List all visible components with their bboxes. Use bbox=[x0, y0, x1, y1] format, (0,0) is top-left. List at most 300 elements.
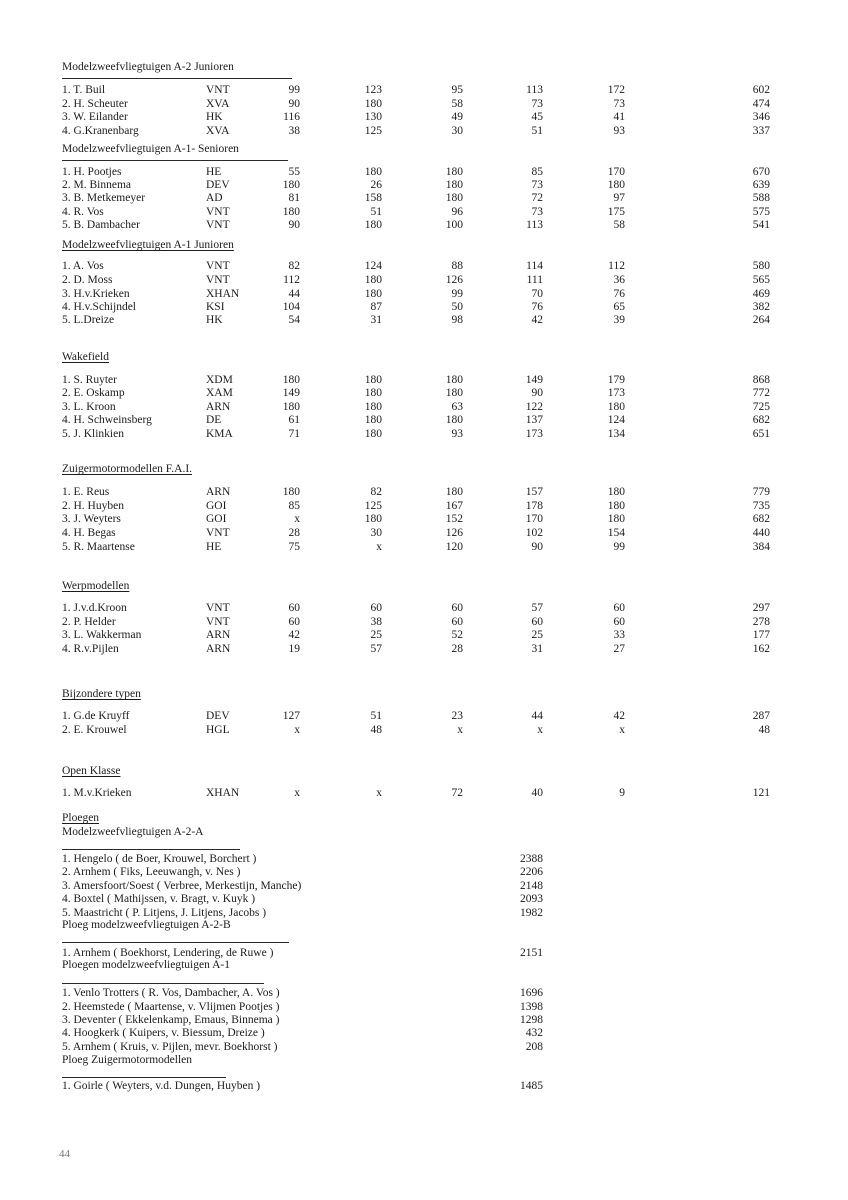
flight-5: 41 bbox=[613, 111, 625, 123]
flight-3: 99 bbox=[451, 288, 463, 300]
team-score: 1398 bbox=[520, 1001, 543, 1013]
club-code: XHAN bbox=[206, 288, 240, 300]
section-heading: Modelzweefvliegtuigen A-2 Junioren bbox=[62, 61, 234, 73]
flight-1: 180 bbox=[282, 486, 300, 498]
competitor-name: 1. H. Pootjes bbox=[62, 166, 122, 178]
flight-2: 26 bbox=[370, 179, 382, 191]
flight-4: x bbox=[537, 724, 543, 736]
flight-5: 180 bbox=[607, 179, 625, 191]
flight-1: 127 bbox=[282, 710, 300, 722]
flight-3: 49 bbox=[451, 111, 463, 123]
team-name: 3. Deventer ( Ekkelenkamp, Emaus, Binnema ) bbox=[62, 1014, 280, 1026]
section-divider bbox=[62, 160, 288, 161]
club-code: DE bbox=[206, 414, 222, 426]
flight-4: 90 bbox=[531, 541, 543, 553]
club-code: HE bbox=[206, 166, 222, 178]
section-divider bbox=[62, 1077, 226, 1078]
flight-1: 180 bbox=[282, 179, 300, 191]
flight-3: 96 bbox=[451, 206, 463, 218]
flight-5: 97 bbox=[613, 192, 625, 204]
flight-2: x bbox=[376, 541, 382, 553]
flight-4: 44 bbox=[531, 710, 543, 722]
flight-4: 73 bbox=[531, 179, 543, 191]
team-row bbox=[0, 1079, 848, 1093]
flight-3: 100 bbox=[445, 219, 463, 231]
team-name: 4. Hoogkerk ( Kuipers, v. Biessum, Dreize ) bbox=[62, 1027, 265, 1039]
flight-4: 157 bbox=[525, 486, 543, 498]
flight-1: 75 bbox=[288, 541, 300, 553]
club-code: HGL bbox=[206, 724, 230, 736]
flight-4: 173 bbox=[525, 428, 543, 440]
total-score: 725 bbox=[752, 401, 770, 413]
total-score: 868 bbox=[752, 374, 770, 386]
flight-4: 122 bbox=[525, 401, 543, 413]
team-name: 5. Arnhem ( Kruis, v. Pijlen, mevr. Boekhorst ) bbox=[62, 1041, 278, 1053]
result-row bbox=[0, 427, 848, 441]
total-score: 565 bbox=[752, 274, 770, 286]
flight-1: 54 bbox=[288, 314, 300, 326]
flight-3: 120 bbox=[445, 541, 463, 553]
competitor-name: 5. B. Dambacher bbox=[62, 219, 140, 231]
flight-1: 99 bbox=[288, 84, 300, 96]
flight-5: 172 bbox=[607, 84, 625, 96]
club-code: XHAN bbox=[206, 787, 240, 799]
flight-1: 71 bbox=[288, 428, 300, 440]
flight-1: 28 bbox=[288, 527, 300, 539]
flight-1: x bbox=[294, 724, 300, 736]
flight-4: 31 bbox=[531, 643, 543, 655]
result-row bbox=[0, 723, 848, 737]
flight-1: 180 bbox=[282, 401, 300, 413]
section-heading: Bijzondere typen bbox=[62, 688, 141, 700]
result-row bbox=[0, 300, 848, 314]
competitor-name: 5. L.Dreize bbox=[62, 314, 115, 326]
team-row bbox=[0, 1013, 848, 1027]
competitor-name: 2. E. Krouwel bbox=[62, 724, 127, 736]
flight-1: 55 bbox=[288, 166, 300, 178]
club-code: XAM bbox=[206, 387, 233, 399]
flight-3: 52 bbox=[451, 629, 463, 641]
flight-2: 87 bbox=[370, 301, 382, 313]
club-code: VNT bbox=[206, 260, 230, 272]
result-row bbox=[0, 615, 848, 629]
flight-4: 178 bbox=[525, 500, 543, 512]
flight-3: 23 bbox=[451, 710, 463, 722]
flight-3: 180 bbox=[445, 414, 463, 426]
result-row bbox=[0, 124, 848, 138]
flight-2: 180 bbox=[364, 274, 382, 286]
team-score: 2206 bbox=[520, 866, 543, 878]
flight-2: 82 bbox=[370, 486, 382, 498]
competitor-name: 1. G.de Kruyff bbox=[62, 710, 130, 722]
competitor-name: 2. E. Oskamp bbox=[62, 387, 125, 399]
club-code: ARN bbox=[206, 643, 231, 655]
total-score: 382 bbox=[752, 301, 770, 313]
flight-3: 180 bbox=[445, 374, 463, 386]
competitor-name: 4. H. Begas bbox=[62, 527, 116, 539]
flight-4: 70 bbox=[531, 288, 543, 300]
competitor-name: 1. M.v.Krieken bbox=[62, 787, 132, 799]
flight-1: 61 bbox=[288, 414, 300, 426]
flight-3: 167 bbox=[445, 500, 463, 512]
team-score: 208 bbox=[525, 1041, 543, 1053]
team-row bbox=[0, 906, 848, 920]
flight-3: 95 bbox=[451, 84, 463, 96]
team-row bbox=[0, 852, 848, 866]
club-code: ARN bbox=[206, 401, 231, 413]
club-code: HK bbox=[206, 111, 223, 123]
flight-1: 85 bbox=[288, 500, 300, 512]
page-number: 44 bbox=[59, 1148, 70, 1160]
flight-5: 180 bbox=[607, 486, 625, 498]
flight-4: 60 bbox=[531, 616, 543, 628]
team-name: 1. Arnhem ( Boekhorst, Lendering, de Ruwe ) bbox=[62, 947, 274, 959]
total-score: 580 bbox=[752, 260, 770, 272]
flight-5: 33 bbox=[613, 629, 625, 641]
team-name: 3. Amersfoort/Soest ( Verbree, Merkestijn, Manche) bbox=[62, 880, 302, 892]
flight-2: x bbox=[376, 787, 382, 799]
flight-3: 126 bbox=[445, 527, 463, 539]
section-divider bbox=[62, 942, 289, 943]
competitor-name: 3. B. Metkemeyer bbox=[62, 192, 146, 204]
flight-5: 154 bbox=[607, 527, 625, 539]
flight-2: 180 bbox=[364, 219, 382, 231]
competitor-name: 3. J. Weyters bbox=[62, 513, 121, 525]
flight-2: 180 bbox=[364, 428, 382, 440]
club-code: XVA bbox=[206, 98, 230, 110]
competitor-name: 4. G.Kranenbarg bbox=[62, 125, 139, 137]
total-score: 177 bbox=[752, 629, 770, 641]
club-code: HE bbox=[206, 541, 222, 553]
result-row bbox=[0, 259, 848, 273]
competitor-name: 1. A. Vos bbox=[62, 260, 104, 272]
competitor-name: 1. T. Buil bbox=[62, 84, 106, 96]
team-row bbox=[0, 892, 848, 906]
flight-1: 19 bbox=[288, 643, 300, 655]
flight-3: x bbox=[457, 724, 463, 736]
flight-2: 130 bbox=[364, 111, 382, 123]
result-row bbox=[0, 178, 848, 192]
flight-4: 73 bbox=[531, 206, 543, 218]
flight-1: 42 bbox=[288, 629, 300, 641]
club-code: ARN bbox=[206, 486, 231, 498]
team-row bbox=[0, 946, 848, 960]
section-heading: Wakefield bbox=[62, 351, 109, 363]
club-code: XVA bbox=[206, 125, 230, 137]
total-score: 670 bbox=[752, 166, 770, 178]
flight-3: 63 bbox=[451, 401, 463, 413]
flight-5: 9 bbox=[619, 787, 625, 799]
flight-1: 112 bbox=[283, 274, 300, 286]
flight-2: 51 bbox=[370, 710, 382, 722]
result-row bbox=[0, 499, 848, 513]
competitor-name: 3. W. Eilander bbox=[62, 111, 128, 123]
team-row bbox=[0, 1040, 848, 1054]
team-group-heading: Ploeg Zuigermotormodellen bbox=[62, 1054, 192, 1066]
flight-1: 180 bbox=[282, 206, 300, 218]
flight-4: 170 bbox=[525, 513, 543, 525]
flight-4: 149 bbox=[525, 374, 543, 386]
flight-3: 58 bbox=[451, 98, 463, 110]
flight-3: 98 bbox=[451, 314, 463, 326]
flight-5: 124 bbox=[607, 414, 625, 426]
total-score: 469 bbox=[752, 288, 770, 300]
section-heading: Zuigermotormodellen F.A.I. bbox=[62, 463, 193, 475]
result-row bbox=[0, 709, 848, 723]
flight-4: 113 bbox=[526, 219, 543, 231]
total-score: 651 bbox=[752, 428, 770, 440]
result-row bbox=[0, 642, 848, 656]
flight-4: 111 bbox=[526, 274, 543, 286]
flight-5: 60 bbox=[613, 616, 625, 628]
flight-2: 60 bbox=[370, 602, 382, 614]
flight-2: 57 bbox=[370, 643, 382, 655]
flight-5: 112 bbox=[608, 260, 625, 272]
flight-3: 180 bbox=[445, 486, 463, 498]
flight-1: x bbox=[294, 787, 300, 799]
flight-1: 90 bbox=[288, 219, 300, 231]
total-score: 541 bbox=[752, 219, 770, 231]
competitor-name: 4. R. Vos bbox=[62, 206, 104, 218]
club-code: AD bbox=[206, 192, 223, 204]
team-score: 432 bbox=[525, 1027, 543, 1039]
result-row bbox=[0, 165, 848, 179]
total-score: 337 bbox=[752, 125, 770, 137]
flight-1: 81 bbox=[288, 192, 300, 204]
result-row bbox=[0, 786, 848, 800]
result-row bbox=[0, 83, 848, 97]
total-score: 682 bbox=[752, 513, 770, 525]
section-divider bbox=[62, 983, 264, 984]
flight-5: 180 bbox=[607, 401, 625, 413]
flight-2: 180 bbox=[364, 166, 382, 178]
section-heading: Modelzweefvliegtuigen A-1- Senioren bbox=[62, 143, 239, 155]
result-row bbox=[0, 485, 848, 499]
competitor-name: 3. L. Wakkerman bbox=[62, 629, 142, 641]
flight-1: 180 bbox=[282, 374, 300, 386]
flight-4: 42 bbox=[531, 314, 543, 326]
club-code: VNT bbox=[206, 602, 230, 614]
flight-1: 104 bbox=[282, 301, 300, 313]
result-row bbox=[0, 287, 848, 301]
flight-5: 170 bbox=[607, 166, 625, 178]
team-row bbox=[0, 879, 848, 893]
competitor-name: 1. E. Reus bbox=[62, 486, 110, 498]
team-name: 2. Arnhem ( Fiks, Leeuwangh, v. Nes ) bbox=[62, 866, 241, 878]
result-row bbox=[0, 512, 848, 526]
total-score: 588 bbox=[752, 192, 770, 204]
flight-2: 125 bbox=[364, 500, 382, 512]
teams-heading: Ploegen bbox=[62, 812, 100, 824]
result-row bbox=[0, 413, 848, 427]
flight-4: 72 bbox=[531, 192, 543, 204]
total-score: 48 bbox=[758, 724, 770, 736]
flight-3: 30 bbox=[451, 125, 463, 137]
section-heading: Modelzweefvliegtuigen A-1 Junioren bbox=[62, 239, 234, 251]
flight-1: 82 bbox=[288, 260, 300, 272]
team-name: 1. Goirle ( Weyters, v.d. Dungen, Huyben ) bbox=[62, 1080, 261, 1092]
total-score: 575 bbox=[752, 206, 770, 218]
flight-3: 28 bbox=[451, 643, 463, 655]
flight-5: 65 bbox=[613, 301, 625, 313]
flight-5: 173 bbox=[607, 387, 625, 399]
flight-4: 57 bbox=[531, 602, 543, 614]
competitor-name: 2. H. Huyben bbox=[62, 500, 124, 512]
flight-3: 180 bbox=[445, 179, 463, 191]
flight-3: 180 bbox=[445, 192, 463, 204]
flight-2: 51 bbox=[370, 206, 382, 218]
flight-2: 25 bbox=[370, 629, 382, 641]
flight-2: 30 bbox=[370, 527, 382, 539]
team-name: 1. Venlo Trotters ( R. Vos, Dambacher, A. Vos ) bbox=[62, 987, 280, 999]
team-name: 2. Heemstede ( Maartense, v. Vlijmen Pootjes ) bbox=[62, 1001, 280, 1013]
flight-3: 180 bbox=[445, 166, 463, 178]
flight-1: 60 bbox=[288, 602, 300, 614]
team-score: 2388 bbox=[520, 853, 543, 865]
flight-5: 36 bbox=[613, 274, 625, 286]
flight-5: 27 bbox=[613, 643, 625, 655]
competitor-name: 4. R.v.Pijlen bbox=[62, 643, 119, 655]
result-row bbox=[0, 601, 848, 615]
flight-3: 126 bbox=[445, 274, 463, 286]
result-row bbox=[0, 273, 848, 287]
flight-2: 31 bbox=[370, 314, 382, 326]
competitor-name: 2. M. Binnema bbox=[62, 179, 131, 191]
flight-2: 180 bbox=[364, 401, 382, 413]
competitor-name: 2. P. Helder bbox=[62, 616, 116, 628]
flight-1: 116 bbox=[283, 111, 300, 123]
flight-3: 88 bbox=[451, 260, 463, 272]
total-score: 440 bbox=[752, 527, 770, 539]
flight-4: 102 bbox=[525, 527, 543, 539]
club-code: VNT bbox=[206, 527, 230, 539]
flight-4: 73 bbox=[531, 98, 543, 110]
result-row bbox=[0, 313, 848, 327]
team-score: 2148 bbox=[520, 880, 543, 892]
competitor-name: 3. H.v.Krieken bbox=[62, 288, 130, 300]
flight-2: 48 bbox=[370, 724, 382, 736]
team-row bbox=[0, 1026, 848, 1040]
flight-3: 60 bbox=[451, 616, 463, 628]
section-divider bbox=[62, 849, 240, 850]
flight-2: 158 bbox=[364, 192, 382, 204]
total-score: 278 bbox=[752, 616, 770, 628]
team-name: 5. Maastricht ( P. Litjens, J. Litjens, Jacobs ) bbox=[62, 907, 267, 919]
flight-1: 44 bbox=[288, 288, 300, 300]
club-code: KSI bbox=[206, 301, 225, 313]
club-code: ARN bbox=[206, 629, 231, 641]
flight-4: 25 bbox=[531, 629, 543, 641]
flight-5: 179 bbox=[607, 374, 625, 386]
flight-2: 180 bbox=[364, 387, 382, 399]
club-code: XDM bbox=[206, 374, 233, 386]
flight-2: 180 bbox=[364, 98, 382, 110]
flight-5: 58 bbox=[613, 219, 625, 231]
flight-2: 123 bbox=[364, 84, 382, 96]
team-row bbox=[0, 986, 848, 1000]
flight-3: 180 bbox=[445, 387, 463, 399]
competitor-name: 3. L. Kroon bbox=[62, 401, 116, 413]
competitor-name: 4. H. Schweinsberg bbox=[62, 414, 152, 426]
flight-4: 45 bbox=[531, 111, 543, 123]
flight-1: 90 bbox=[288, 98, 300, 110]
total-score: 346 bbox=[752, 111, 770, 123]
flight-4: 76 bbox=[531, 301, 543, 313]
result-row bbox=[0, 205, 848, 219]
total-score: 779 bbox=[752, 486, 770, 498]
flight-3: 60 bbox=[451, 602, 463, 614]
flight-3: 72 bbox=[451, 787, 463, 799]
flight-5: 180 bbox=[607, 500, 625, 512]
team-score: 1485 bbox=[520, 1080, 543, 1092]
club-code: GOI bbox=[206, 513, 227, 525]
flight-1: 60 bbox=[288, 616, 300, 628]
flight-5: 76 bbox=[613, 288, 625, 300]
section-heading: Open Klasse bbox=[62, 765, 121, 777]
total-score: 735 bbox=[752, 500, 770, 512]
flight-3: 93 bbox=[451, 428, 463, 440]
flight-5: 73 bbox=[613, 98, 625, 110]
flight-4: 114 bbox=[526, 260, 543, 272]
team-group-heading: Modelzweefvliegtuigen A-2-A bbox=[62, 826, 204, 838]
team-group-heading: Ploeg modelzweefvliegtuigen A-2-B bbox=[62, 919, 231, 931]
flight-4: 137 bbox=[525, 414, 543, 426]
flight-5: 134 bbox=[607, 428, 625, 440]
team-score: 1982 bbox=[520, 907, 543, 919]
total-score: 639 bbox=[752, 179, 770, 191]
total-score: 121 bbox=[752, 787, 770, 799]
total-score: 162 bbox=[752, 643, 770, 655]
flight-2: 180 bbox=[364, 414, 382, 426]
club-code: VNT bbox=[206, 84, 230, 96]
total-score: 474 bbox=[752, 98, 770, 110]
competitor-name: 1. S. Ruyter bbox=[62, 374, 117, 386]
flight-4: 85 bbox=[531, 166, 543, 178]
total-score: 287 bbox=[752, 710, 770, 722]
flight-5: 39 bbox=[613, 314, 625, 326]
flight-5: 99 bbox=[613, 541, 625, 553]
flight-5: 60 bbox=[613, 602, 625, 614]
result-row bbox=[0, 400, 848, 414]
result-row bbox=[0, 97, 848, 111]
competitor-name: 1. J.v.d.Kroon bbox=[62, 602, 127, 614]
team-row bbox=[0, 865, 848, 879]
flight-4: 51 bbox=[531, 125, 543, 137]
result-row bbox=[0, 526, 848, 540]
total-score: 682 bbox=[752, 414, 770, 426]
flight-4: 90 bbox=[531, 387, 543, 399]
flight-4: 40 bbox=[531, 787, 543, 799]
result-row bbox=[0, 218, 848, 232]
result-row bbox=[0, 373, 848, 387]
flight-5: x bbox=[619, 724, 625, 736]
result-row bbox=[0, 191, 848, 205]
club-code: HK bbox=[206, 314, 223, 326]
team-name: 1. Hengelo ( de Boer, Krouwel, Borchert ) bbox=[62, 853, 257, 865]
competitor-name: 5. J. Klinkien bbox=[62, 428, 124, 440]
team-score: 1298 bbox=[520, 1014, 543, 1026]
competitor-name: 4. H.v.Schijndel bbox=[62, 301, 136, 313]
competitor-name: 5. R. Maartense bbox=[62, 541, 135, 553]
flight-4: 113 bbox=[526, 84, 543, 96]
team-name: 4. Boxtel ( Mathijssen, v. Bragt, v. Kuyk ) bbox=[62, 893, 256, 905]
result-row bbox=[0, 386, 848, 400]
flight-5: 175 bbox=[607, 206, 625, 218]
flight-3: 152 bbox=[445, 513, 463, 525]
section-heading: Werpmodellen bbox=[62, 580, 130, 592]
competitor-name: 2. D. Moss bbox=[62, 274, 113, 286]
flight-2: 38 bbox=[370, 616, 382, 628]
